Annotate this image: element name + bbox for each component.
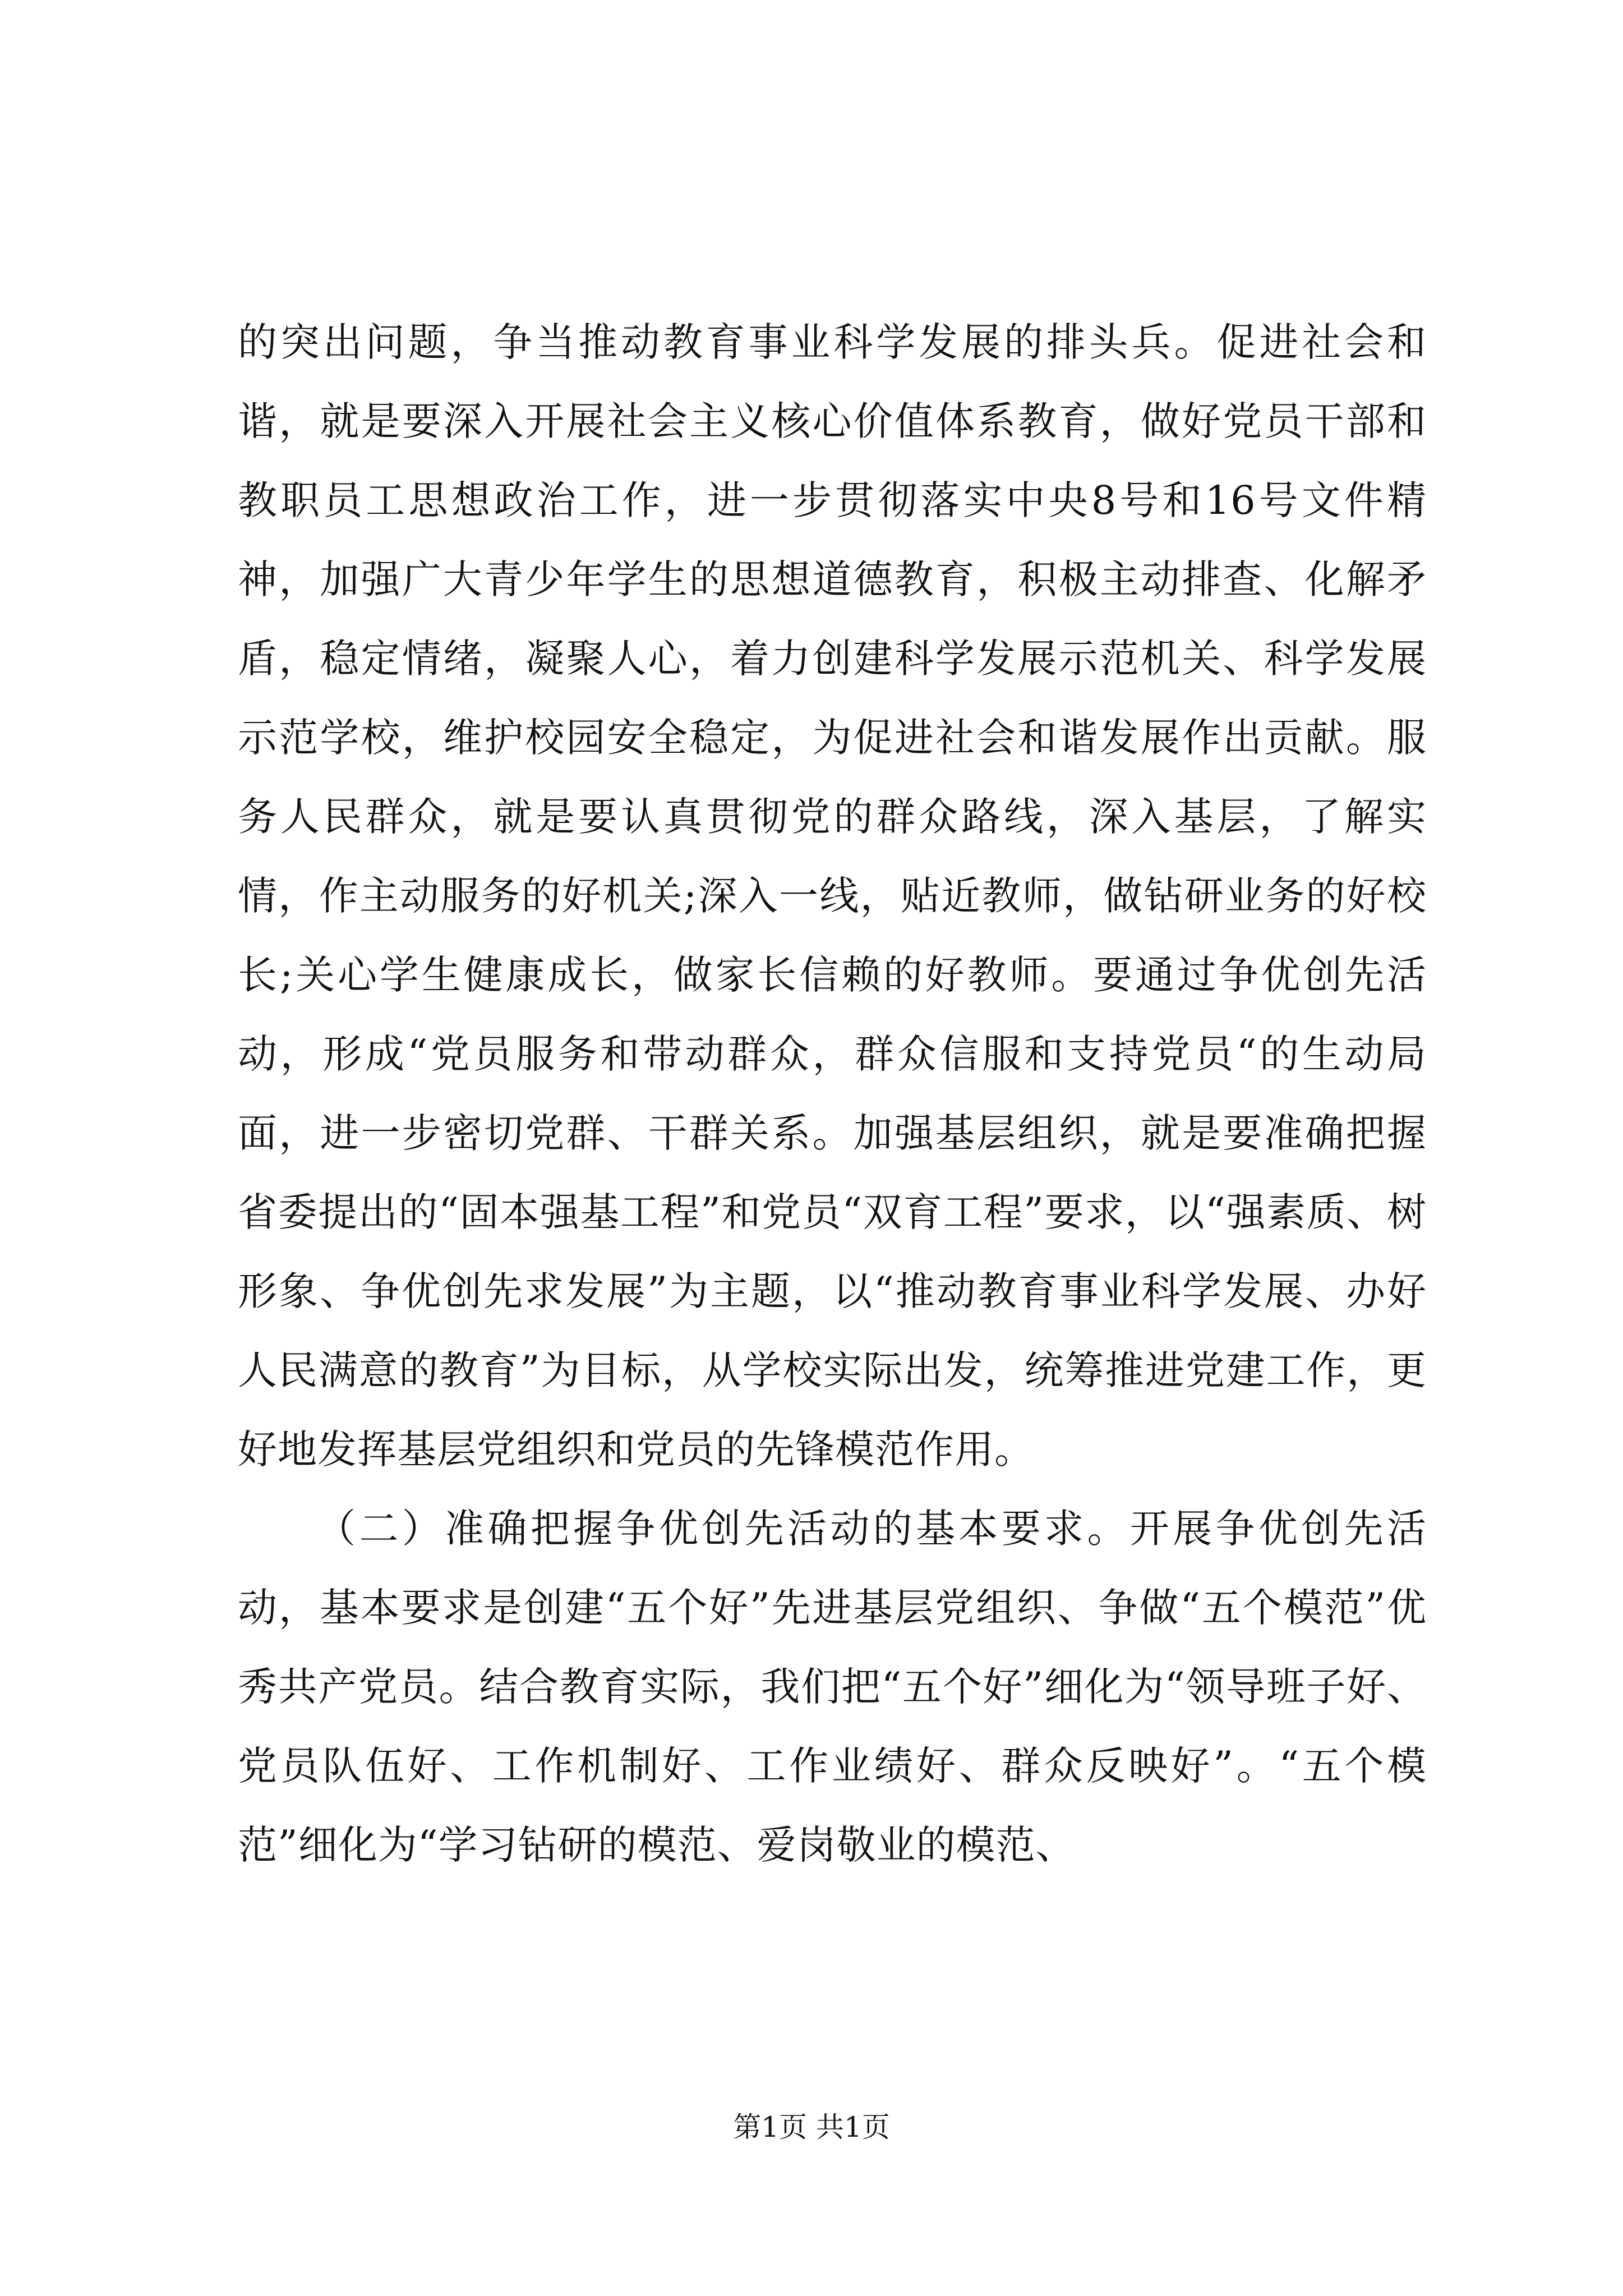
page-footer: 第1页 共1页: [733, 2111, 890, 2143]
document-body: [238, 303, 1427, 1885]
paragraph-continued: 的突出问题，争当推动教育事业科学发展的排头兵。促进社会和谐，就是要深入开展社会主义核心价值体系教育，做好党员干部和教职员工思想政治工作，进一步贯彻落实中央8号和16号文件精神，加强广大青少年学生的思想道德教育，积极主动排查、化解矛盾，稳定情绪，凝聚人心，着力创建科学发展示范机关、科学发展示范学校，维护校园安全稳定，为促进社会和谐发展作出贡献。服务人民群众，就是要认真贯彻党的群众路线，深入基层，了解实情，作主动服务的好机关;深入一线，贴近教师，做钻研业务的好校长;关心学生健康成长，做家长信赖的好教师。要通过争优创先活动，形成“党员服务和带动群众，群众信服和支持党员“的生动局面，进一步密切党群、干群关系。加强基层组织，就是要准确把握省委提出的“固本强基工程”和党员“双育工程”要求，以“强素质、树形象、争优创先求发展”为主题，以“推动教育事业科学发展、办好人民满意的教育”为目标，从学校实际出发，统筹推进党建工作，更好地发挥基层党组织和党员的先锋模范作用。: [238, 319, 1427, 1473]
paragraph-section-two: （二）准确把握争优创先活动的基本要求。开展争优创先活动，基本要求是创建“五个好”先进基层党组织、争做“五个模范”优秀共产党员。结合教育实际，我们把“五个好”细化为“领导班子好、党员队伍好、工作机制好、工作业绩好、群众反映好”。“五个模范”细化为“学习钻研的模范、爱岗敬业的模范、: [238, 1506, 1427, 1868]
